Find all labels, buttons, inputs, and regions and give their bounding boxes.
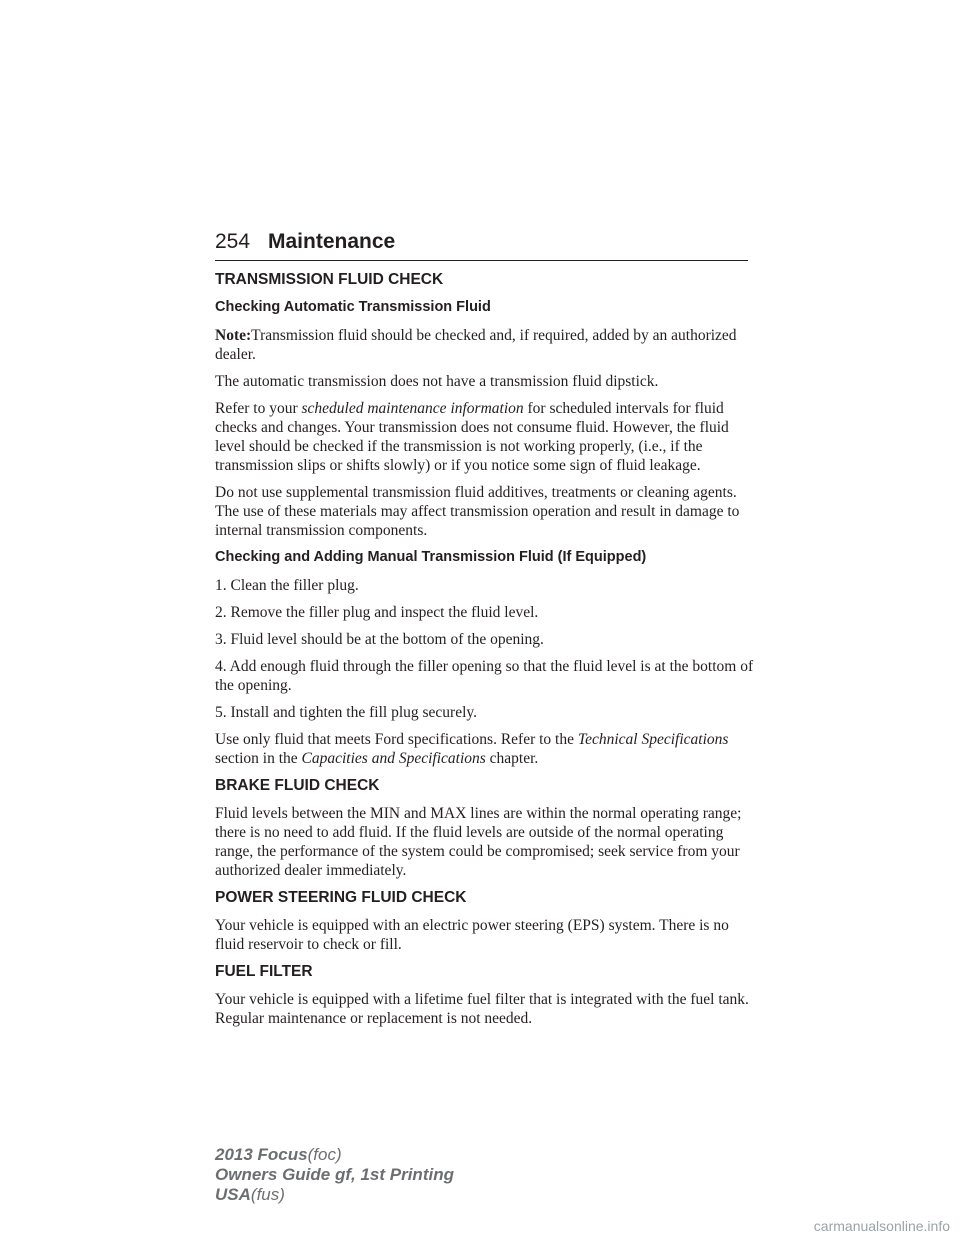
footer-region: USA xyxy=(215,1185,251,1204)
page-number: 254 xyxy=(215,230,251,253)
subheading-manual-transmission: Checking and Adding Manual Transmission Fluid (If Equipped) xyxy=(215,549,647,565)
paragraph-steering: Your vehicle is equipped with an electric power steering (EPS) system. There is no fluid reservoir to check or fill. xyxy=(215,917,729,953)
step-5: 5. Install and tighten the fill plug securely. xyxy=(215,704,478,721)
note-text: Transmission fluid should be checked and, if required, added by an authorized dealer. xyxy=(215,327,737,363)
heading-fuel-filter: FUEL FILTER xyxy=(215,963,313,980)
watermark: carmanualsonline.info xyxy=(813,1218,950,1234)
text-span: chapter. xyxy=(489,750,539,767)
emphasis-maintenance-info: scheduled maintenance information xyxy=(301,400,524,417)
footer-guide-line xyxy=(215,1165,454,1185)
footer-guide: Owners Guide gf, 1st Printing xyxy=(215,1165,454,1184)
paragraph-dipstick: The automatic transmission does not have a transmission fluid dipstick. xyxy=(215,373,659,390)
print-footer xyxy=(215,1145,454,1205)
paragraph-fuel: Your vehicle is equipped with a lifetime fuel filter that is integrated with the fuel tank. Regular maintenance or replacement is not needed. xyxy=(215,991,749,1027)
emphasis-technical-specs: Technical Specifications xyxy=(577,731,729,748)
text-span: section in the xyxy=(215,750,298,767)
heading-transmission-fluid-check: TRANSMISSION FLUID CHECK xyxy=(215,271,444,288)
heading-power-steering: POWER STEERING FLUID CHECK xyxy=(215,889,467,906)
note-label: Note: xyxy=(215,327,252,344)
section-title: Maintenance xyxy=(268,230,396,253)
footer-region-code: (fus) xyxy=(250,1185,285,1204)
footer-model: 2013 Focus xyxy=(215,1145,308,1164)
step-3: 3. Fluid level should be at the bottom of the opening. xyxy=(215,631,544,648)
step-4: 4. Add enough fluid through the filler opening so that the fluid level is at the bottom of the opening. xyxy=(215,658,754,694)
note-paragraph xyxy=(215,326,755,364)
subheading-automatic-transmission: Checking Automatic Transmission Fluid xyxy=(215,299,491,315)
page-content xyxy=(215,270,755,1036)
footer-model-code: (foc) xyxy=(307,1145,342,1164)
text-span: Refer to your xyxy=(215,400,298,417)
paragraph-brake: Fluid levels between the MIN and MAX lines are within the normal operating range; there is no need to add fluid. If the fluid levels are outside of the normal operating range, the performance of the system could be compromised; seek service from your authorized dealer immediately. xyxy=(215,805,742,879)
heading-brake-fluid-check: BRAKE FLUID CHECK xyxy=(215,777,380,794)
paragraph-intervals xyxy=(215,399,755,475)
text-span: for scheduled intervals for fluid checks and changes. Your transmission does not consume fluid. However, the fluid level should be checked if the transmission is not working properly, (i.e., if the transmission slips or shifts slowly) or if you notice some sign of fluid leakage. xyxy=(215,400,729,474)
paragraph-additives: Do not use supplemental transmission fluid additives, treatments or cleaning agents. The use of these materials may affect transmission operation and result in damage to internal transmission components. xyxy=(215,484,740,539)
paragraph-specifications xyxy=(215,730,755,768)
footer-model-line xyxy=(215,1145,454,1165)
footer-region-line xyxy=(215,1185,454,1205)
step-2: 2. Remove the filler plug and inspect the fluid level. xyxy=(215,604,539,621)
emphasis-capacities: Capacities and Specifications xyxy=(301,750,486,767)
text-span: Use only fluid that meets Ford specifications. Refer to the xyxy=(215,731,574,748)
page-header xyxy=(215,228,748,261)
step-1: 1. Clean the filler plug. xyxy=(215,577,359,594)
